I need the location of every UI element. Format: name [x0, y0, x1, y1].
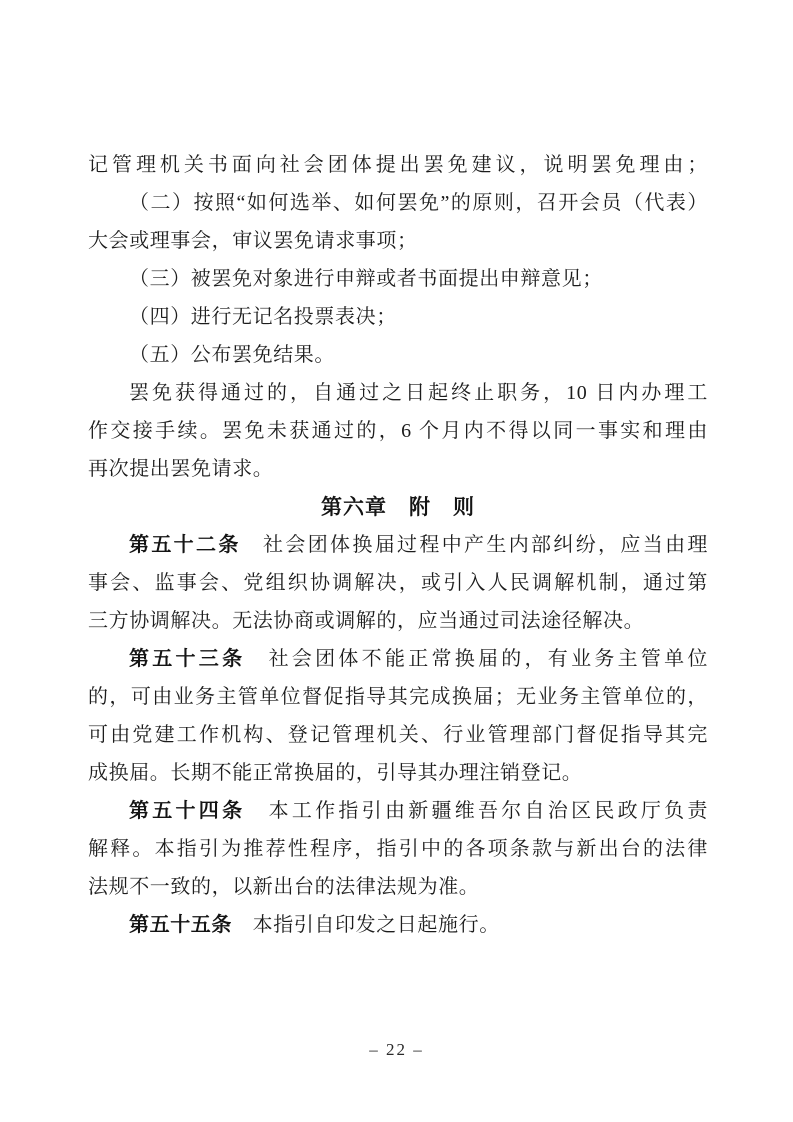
article-text: 社会团体不能正常换届的，有业务主管单位 [245, 648, 708, 670]
page-number: – 22 – [369, 1040, 424, 1059]
article-line [88, 526, 708, 564]
text-line: 的，可由业务主管单位督促指导其完成换届；无业务主管单位的， [88, 686, 708, 708]
text-line: 事会、监事会、党组织协调解决，或引入人民调解机制，通过第 [88, 572, 708, 594]
article-text: 本工作指引由新疆维吾尔自治区民政厅负责 [245, 800, 708, 822]
text-line: 三方协调解决。无法协商或调解的，应当通过司法途径解决。 [88, 610, 645, 632]
document-body [88, 146, 708, 944]
article-text: 社会团体换届过程中产生内部纠纷，应当由理 [240, 534, 708, 556]
article-text: 本指引自印发之日起施行。 [232, 914, 500, 936]
text-line: 大会或理事会，审议罢免请求事项； [88, 230, 418, 252]
text-line: 成换届。长期不能正常换届的，引导其办理注销登记。 [88, 762, 583, 784]
text-line: 作交接手续。罢免未获通过的，6 个月内不得以同一事实和理由 [88, 420, 708, 442]
article-line [88, 906, 708, 944]
text-line: 再次提出罢免请求。 [88, 458, 274, 480]
text-line: 罢免获得通过的，自通过之日起终止职务，10 日内办理工 [129, 382, 708, 404]
article-number: 第五十四条 [129, 800, 246, 822]
text-line: （四）进行无记名投票表决； [129, 306, 397, 328]
article-line [88, 640, 708, 678]
text-line: 法规不一致的，以新出台的法律法规为准。 [88, 876, 480, 898]
text-line: （二）按照“如何选举、如何罢免”的原则，召开会员（代表） [129, 192, 708, 214]
chapter-heading: 第六章 附 则 [321, 495, 475, 519]
text-line: （三）被罢免对象进行申辩或者书面提出申辩意见； [129, 268, 603, 290]
page-footer [0, 1040, 793, 1060]
article-line [88, 792, 708, 830]
text-line: 记管理机关书面向社会团体提出罢免建议，说明罢免理由； [88, 154, 708, 176]
article-number: 第五十五条 [129, 914, 232, 936]
text-line: （五）公布罢免结果。 [129, 344, 335, 366]
text-line: 可由党建工作机构、登记管理机关、行业管理部门督促指导其完 [88, 724, 708, 746]
article-number: 第五十三条 [129, 648, 246, 670]
text-line: 解释。本指引为推荐性程序，指引中的各项条款与新出台的法律 [88, 838, 708, 860]
article-number: 第五十二条 [129, 534, 241, 556]
